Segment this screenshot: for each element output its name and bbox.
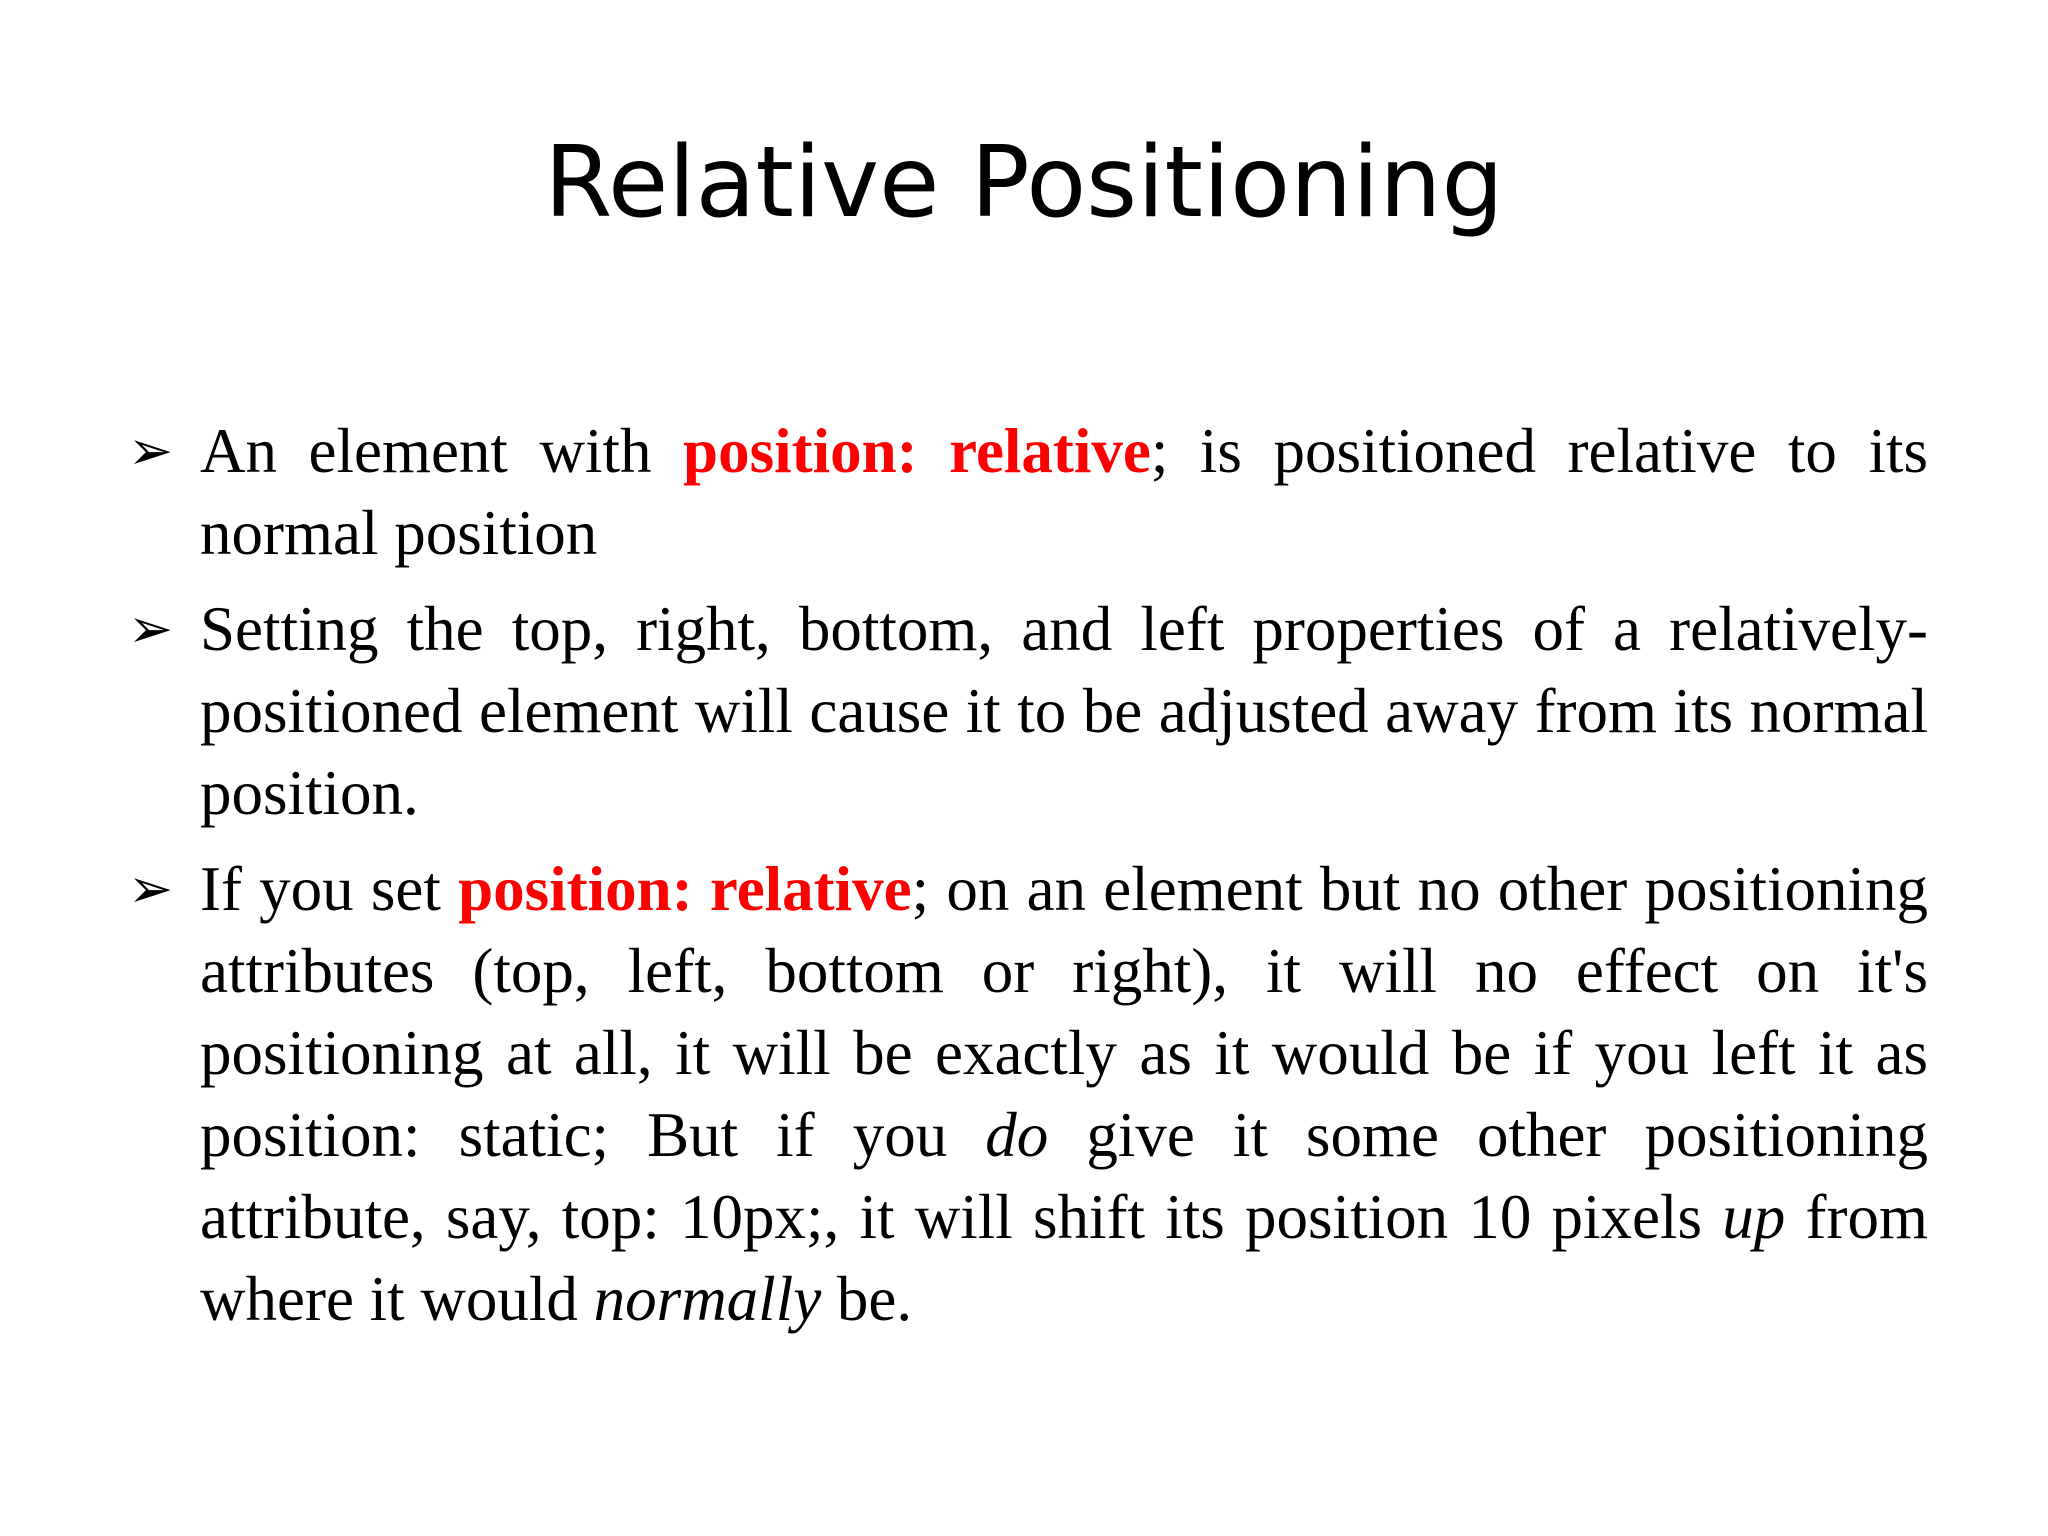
highlighted-code: position: relative <box>683 416 1151 486</box>
slide-title: Relative Positioning <box>544 126 1504 240</box>
bullet-text: be. <box>821 1264 913 1334</box>
bullet-text: Setting the top, right, bottom, and left properties of a relatively-positioned element will cause it to be adjusted away from its normal position. <box>200 594 1928 828</box>
italic-text: up <box>1722 1182 1786 1252</box>
arrow-bullet-icon: ➢ <box>128 419 174 482</box>
italic-text: do <box>985 1100 1049 1170</box>
bullet-text: ; is positioned relative to its normal position <box>200 416 1929 568</box>
bullet-text: give it some other positioning attribute, say, top: 10px;, it will shift its position 10 pixels <box>200 1100 1928 1252</box>
highlighted-code: position: relative <box>458 854 912 924</box>
bullet-item <box>128 588 1928 834</box>
bullet-text: If you set <box>200 854 459 924</box>
bullet-item <box>128 848 1928 1340</box>
italic-text: normally <box>593 1264 822 1334</box>
bullet-text: ; on an element but no other positioning attributes (top, left, bottom or right), it will no effect on it's positioning at all, it will be exactly as it would be if you left it as position: static; But if you <box>200 854 1928 1170</box>
bullet-item <box>128 410 1928 574</box>
arrow-bullet-icon: ➢ <box>128 597 174 660</box>
bullet-text: An element with <box>200 416 684 486</box>
bullet-text: from where it would <box>200 1182 1929 1334</box>
arrow-bullet-icon: ➢ <box>128 857 174 920</box>
bullet-list <box>128 410 1928 1354</box>
